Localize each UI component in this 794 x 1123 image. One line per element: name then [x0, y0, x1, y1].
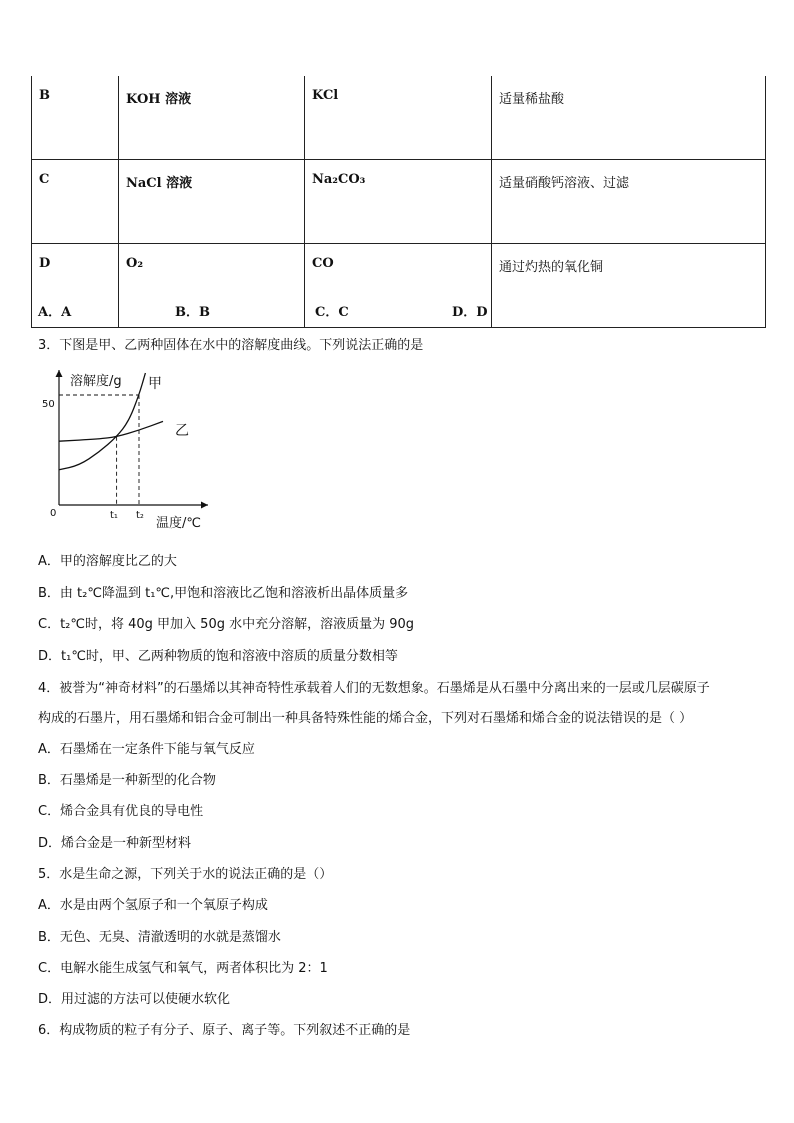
row-label: B — [32, 76, 119, 160]
series-line-yi — [59, 421, 163, 441]
impurity-cell: Na₂CO₃ — [305, 160, 492, 244]
q5-option-b: B．无色、无臭、清澈透明的水就是蒸馏水 — [38, 930, 281, 945]
q5-option-a: A．水是由两个氢原子和一个氧原子构成 — [38, 898, 268, 913]
q4-option-d: D．烯合金是一种新型材料 — [38, 836, 192, 851]
q3-stem: 3．下图是甲、乙两种固体在水中的溶解度曲线。下列说法正确的是 — [38, 338, 424, 353]
table-row — [32, 244, 766, 328]
substance-cell: NaCl 溶液 — [119, 160, 305, 244]
method-cell: 通过灼热的氧化铜 — [492, 244, 766, 328]
method-cell: 适量稀盐酸 — [492, 76, 766, 160]
q4-stem-line1: 4．被誉为“神奇材料”的石墨烯以其神奇特性承载着人们的无数想象。石墨烯是从石墨中分离出来的一层或几层碳原子 — [38, 681, 710, 696]
substance-cell: O₂ — [119, 244, 305, 328]
q4-option-b: B．石墨烯是一种新型的化合物 — [38, 773, 216, 788]
x-tick-label: t₂ — [136, 510, 144, 521]
choice-c: C．C — [315, 305, 349, 320]
q3-option-d: D．t₁℃时，甲、乙两种物质的饱和溶液中溶质的质量分数相等 — [38, 649, 398, 664]
choice-d: D．D — [452, 305, 488, 320]
row-label: C — [32, 160, 119, 244]
series-label-jia: 甲 — [148, 376, 162, 392]
choice-b: B．B — [175, 305, 210, 320]
substance-cell: KOH 溶液 — [119, 76, 305, 160]
q6-stem: 6．构成物质的粒子有分子、原子、离子等。下列叙述不正确的是 — [38, 1023, 411, 1038]
x-axis-label: 温度/℃ — [156, 516, 201, 531]
choice-a: A．A — [38, 305, 72, 320]
reagent-table — [31, 76, 766, 328]
row-label: D — [32, 244, 119, 328]
q4-option-a: A．石墨烯在一定条件下能与氧气反应 — [38, 742, 255, 757]
solubility-chart — [40, 362, 225, 534]
y-axis-label: 溶解度/g — [70, 374, 122, 389]
q4-stem-line2: 构成的石墨片，用石墨烯和铝合金可制出一种具备特殊性能的烯合金，下列对石墨烯和烯合金的说法错误的是（ ） — [38, 711, 693, 726]
q5-stem: 5．水是生命之源，下列关于水的说法正确的是（） — [38, 867, 333, 882]
origin-label: 0 — [50, 508, 57, 519]
q3-option-c: C．t₂℃时，将 40g 甲加入 50g 水中充分溶解，溶液质量为 90g — [38, 617, 415, 632]
q3-option-a: A．甲的溶解度比乙的大 — [38, 554, 177, 569]
y-tick-label: 50 — [42, 399, 55, 410]
method-cell: 适量硝酸钙溶液、过滤 — [492, 160, 766, 244]
impurity-cell: KCl — [305, 76, 492, 160]
table-row — [32, 76, 766, 160]
q3-option-b: B．由 t₂℃降温到 t₁℃,甲饱和溶液比乙饱和溶液析出晶体质量多 — [38, 586, 409, 601]
series-label-yi: 乙 — [175, 423, 189, 439]
x-tick-label: t₁ — [110, 510, 118, 521]
impurity-cell: CO — [305, 244, 492, 328]
q5-option-c: C．电解水能生成氢气和氧气，两者体积比为 2：1 — [38, 961, 328, 976]
q5-option-d: D．用过滤的方法可以使硬水软化 — [38, 992, 231, 1007]
table-row — [32, 160, 766, 244]
q4-option-c: C．烯合金具有优良的导电性 — [38, 804, 204, 819]
